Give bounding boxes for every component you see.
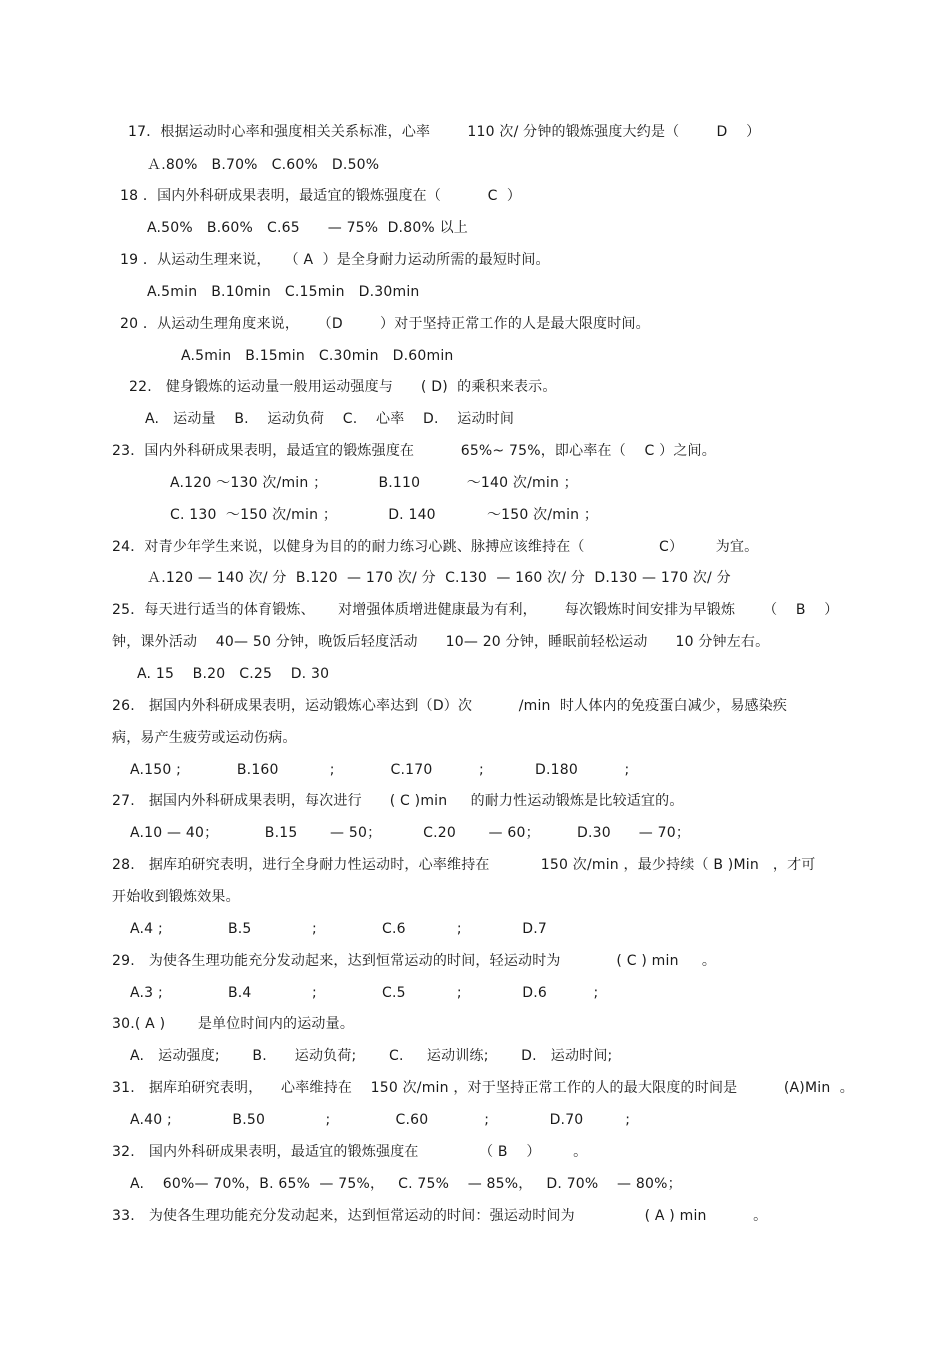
options-27: A.10 — 40； B.15 — 50； C.20 — 60； D.30 — 70； bbox=[130, 825, 691, 841]
question-30: 30.( A ) 是单位时间内的运动量。 bbox=[112, 1016, 355, 1032]
question-33: 33. 为使各生理功能充分发动起来，达到恒常运动的时间：强运动时间为 ( A ) min 。 bbox=[112, 1208, 768, 1224]
question-31: 31. 据库珀研究表明， 心率维持在 150 次/min ，对于坚持正常工作的人的最大限度的时间是 (A)Min 。 bbox=[112, 1080, 854, 1096]
options-31: A.40 ; B.50 ; C.60 ; D.70 ; bbox=[130, 1112, 631, 1128]
question-25: 25．每天进行适当的体育锻炼、 对增强体质增进健康最为有利， 每次锻炼时间安排为早锻炼 （ B ） bbox=[112, 602, 839, 618]
options-25: A. 15 B.20 C.25 D. 30 bbox=[137, 666, 330, 682]
question-19: 19 ．从运动生理来说， （ A ）是全身耐力运动所需的最短时间。 bbox=[120, 252, 550, 268]
question-17: 17．根据运动时心率和强度相关关系标准，心率 110 次/ 分钟的锻炼强度大约是（ D ） bbox=[128, 124, 761, 140]
question-27: 27. 据国内外科研成果表明，每次进行 ( C )min 的耐力性运动锻炼是比较适宜的。 bbox=[112, 793, 684, 809]
question-32: 32. 国内外科研成果表明，最适宜的锻炼强度在 （ B ） 。 bbox=[112, 1144, 588, 1160]
question-18: 18 ．国内外科研成果表明，最适宜的锻炼强度在（ C ） bbox=[120, 188, 522, 204]
options-28: A.4 ; B.5 ; C.6 ; D.7 bbox=[130, 921, 547, 937]
options-23-cd: C. 130 ～150 次/min ； D. 140 ～150 次/min ； bbox=[170, 507, 599, 523]
options-23-ab: A.120 ～130 次/min ； B.110 ～140 次/min ； bbox=[170, 475, 578, 491]
options-29: A.3 ; B.4 ; C.5 ; D.6 ; bbox=[130, 985, 599, 1001]
question-20: 20 ．从运动生理角度来说， （D ）对于坚持正常工作的人是最大限度时间。 bbox=[120, 316, 650, 332]
options-17: Ａ.80% B.70% C.60% D.50% bbox=[147, 157, 380, 173]
question-28-cont: 开始收到锻炼效果。 bbox=[112, 889, 240, 905]
question-28: 28. 据库珀研究表明，进行全身耐力性运动时，心率维持在 150 次/min ，最少持续（ B )Min ，才可 bbox=[112, 857, 816, 873]
options-22: A. 运动量 B. 运动负荷 C. 心率 D. 运动时间 bbox=[145, 411, 515, 427]
options-24: Ａ.120 — 140 次/ 分 B.120 — 170 次/ 分 C.130 — 160 次/ 分 D.130 — 170 次/ 分 bbox=[147, 570, 731, 586]
options-32: A. 60%— 70%，B. 65% — 75%， C. 75% — 85%， D. 70% — 80%； bbox=[130, 1176, 682, 1192]
question-22: 22. 健身锻炼的运动量一般用运动强度与 ( D) 的乘积来表示。 bbox=[129, 379, 557, 395]
question-26-cont: 病，易产生疲劳或运动伤病。 bbox=[112, 730, 297, 746]
options-30: A. 运动强度; B. 运动负荷; C. 运动训练; D. 运动时间; bbox=[130, 1048, 613, 1064]
question-23: 23．国内外科研成果表明，最适宜的锻炼强度在 65%~ 75%，即心率在（ C ）之间。 bbox=[112, 443, 716, 459]
options-26: A.150 ; B.160 ; C.170 ; D.180 ; bbox=[130, 762, 630, 778]
question-29: 29. 为使各生理功能充分发动起来，达到恒常运动的时间，轻运动时为 ( C ) min 。 bbox=[112, 953, 717, 969]
options-18: A.50% B.60% C.65 — 75% D.80% 以上 bbox=[147, 220, 468, 236]
options-20: A.5min B.15min C.30min D.60min bbox=[181, 348, 454, 364]
options-19: A.5min B.10min C.15min D.30min bbox=[147, 284, 420, 300]
question-26: 26. 据国内外科研成果表明，运动锻炼心率达到（D）次 /min 时人体内的免疫蛋白减少，易感染疾 bbox=[112, 698, 788, 714]
question-25-cont: 钟，课外活动 40— 50 分钟，晚饭后轻度活动 10— 20 分钟，睡眠前轻松运动 10 分钟左右。 bbox=[112, 634, 770, 650]
question-24: 24．对青少年学生来说，以健身为目的的耐力练习心跳、脉搏应该维持在（ C） 为宜。 bbox=[112, 539, 759, 555]
